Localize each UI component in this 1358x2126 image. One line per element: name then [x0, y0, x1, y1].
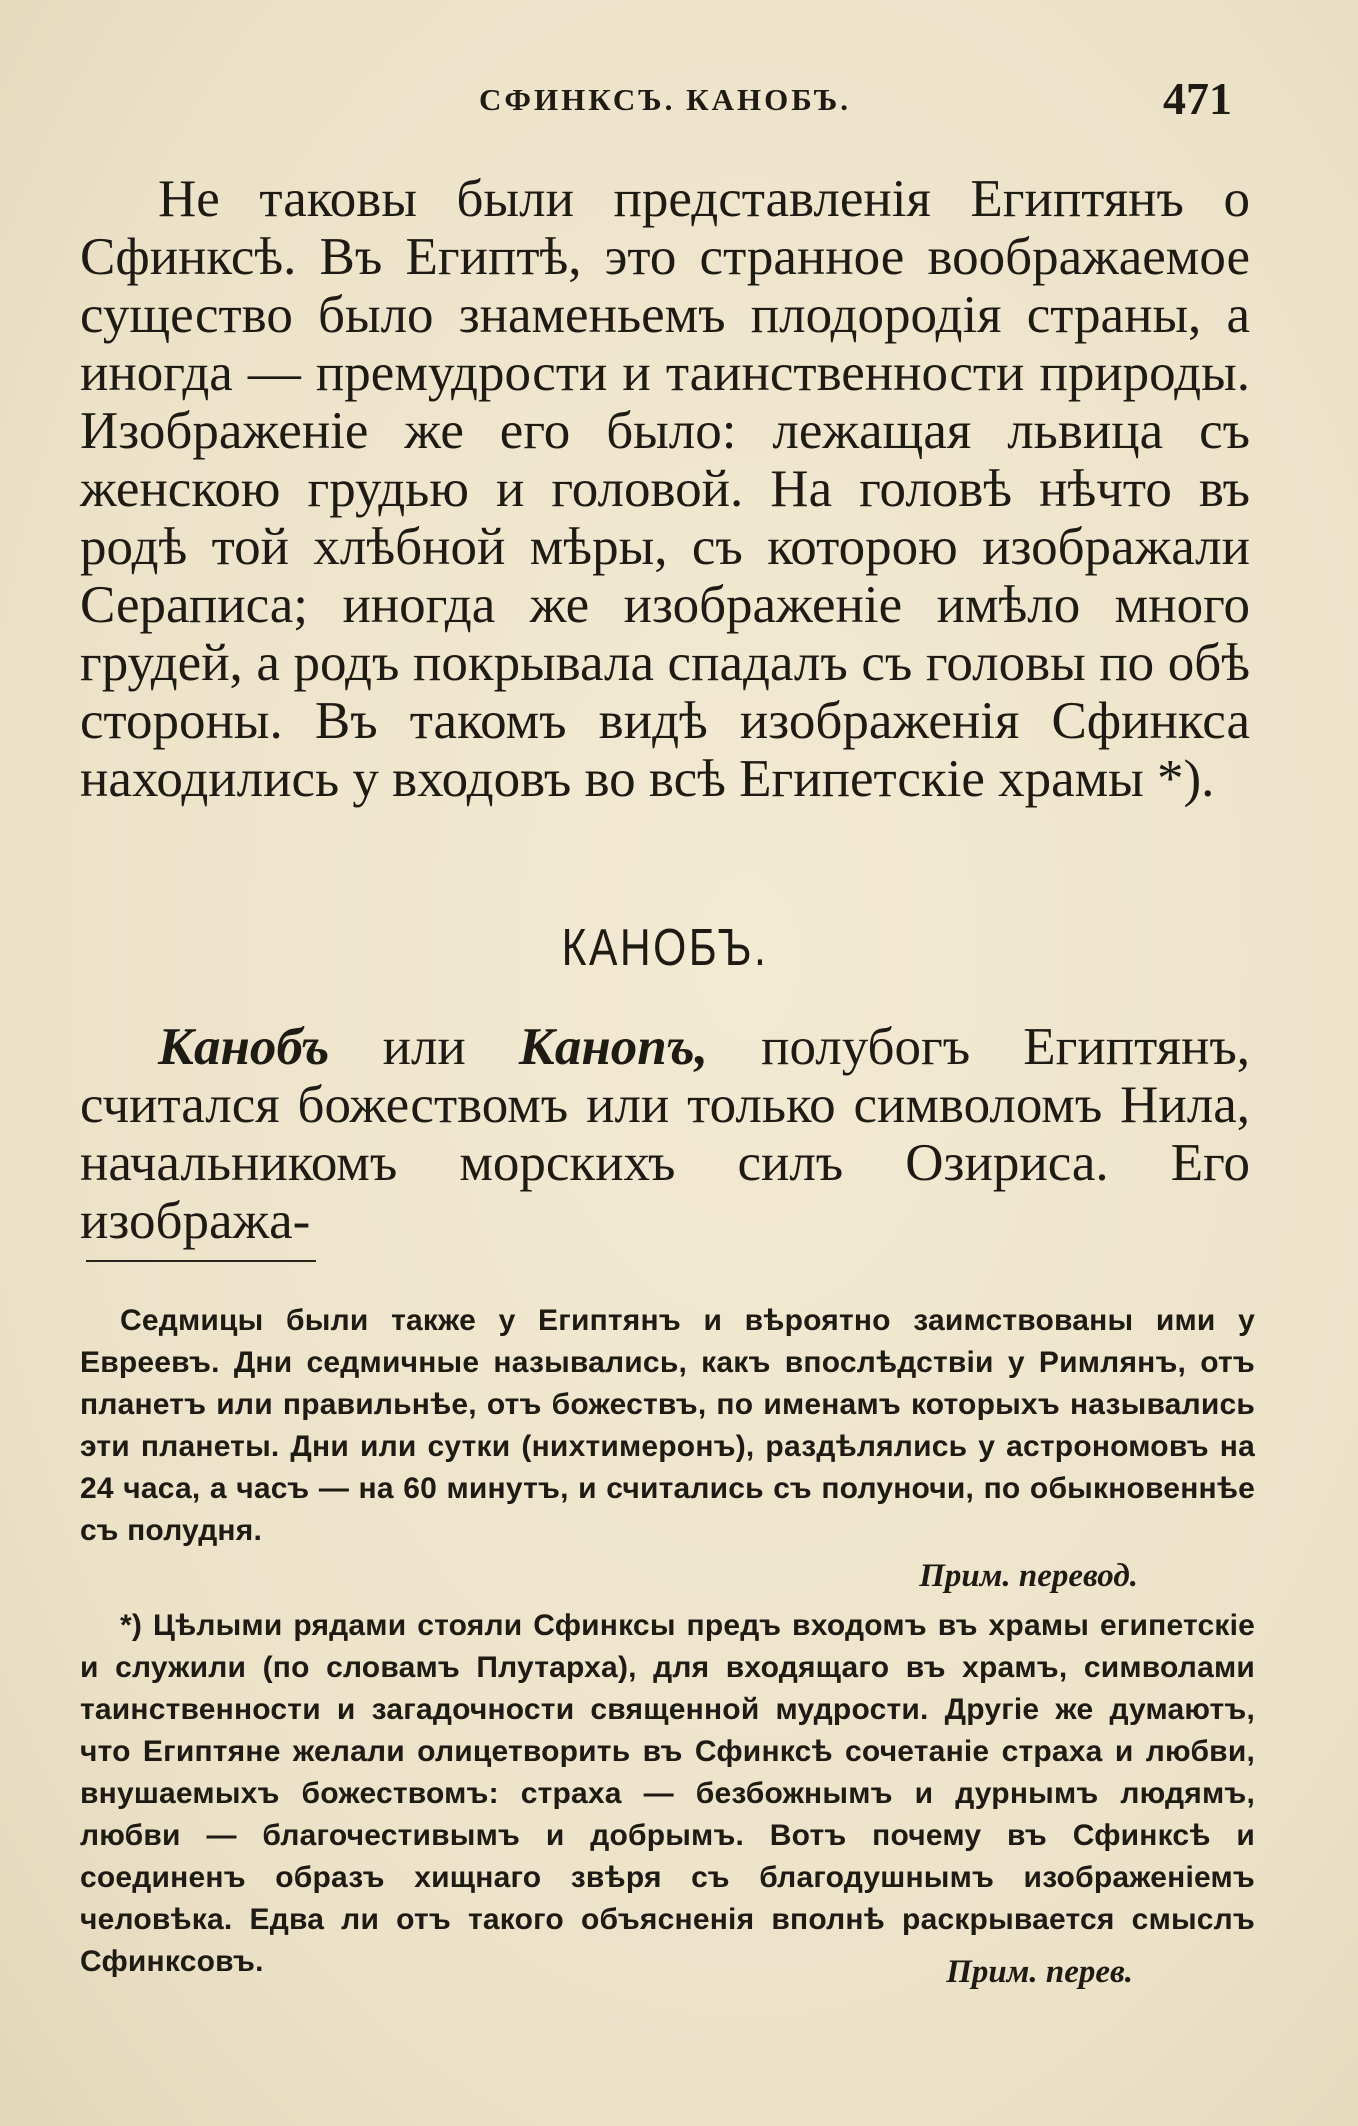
connector-text: или [329, 1018, 519, 1076]
footnote-sphinx-signature: Прим. перев. [946, 1954, 1133, 1990]
page-header [80, 72, 1250, 132]
paragraph-kanob-text: полубогъ Египтянъ, считался божествомъ или только символомъ Нила, начальникомъ морскихъ силъ Озириса. Его изобража- [80, 1018, 1250, 1250]
section-text [80, 1018, 1250, 1250]
paragraph-kanob [80, 1018, 1250, 1250]
footnote-weeks-signature: Прим. перевод. [919, 1558, 1138, 1594]
footnote-sphinx [80, 1605, 1255, 1983]
footnote-weeks [80, 1300, 1255, 1552]
term-kanob: Канобъ [158, 1018, 330, 1076]
footnote-weeks-text: Седмицы были также у Египтянъ и вѣроятно заимствованы ими у Евреевъ. Дни седмичные назывались, какъ впослѣдствіи у Римлянъ, отъ планетъ или правильнѣе, отъ божествъ, по именамъ которыхъ назывались эти планеты. Дни или сутки (нихтимеронъ), раздѣлялись у астрономовъ на 24 часа, а часъ — на 60 минутъ, и считались съ полуночи, по обыкновеннѣе съ полудня. [80, 1304, 1255, 1547]
running-title: СФИНКСЪ. КАНОБЪ. [478, 82, 852, 117]
paragraph-sphinx: Не таковы были представленія Египтянъ о Сфинксѣ. Въ Египтѣ, это странное воображаемое существо было знаменьемъ плодородія страны, а иногда — премудрости и таинственности природы. Изображеніе же его было: лежащая львица съ женскою грудью и головой. На головѣ нѣчто въ родѣ той хлѣбной мѣры, съ которою изображали Сераписа; иногда же изображеніе имѣло много грудей, а родъ покрывала спадалъ съ головы по обѣ стороны. Въ такомъ видѣ изображенія Сфинкса находились у входовъ во всѣ Египетскіе храмы *). [80, 170, 1250, 808]
page-number: 471 [1163, 73, 1232, 124]
main-text [80, 170, 1250, 808]
section-heading: КАНОБЪ. [561, 919, 769, 977]
footnote-divider [86, 1260, 316, 1262]
footnote-sphinx-text: *) Цѣлыми рядами стояли Сфинксы предъ входомъ въ храмы египетскіе и служили (по словамъ Плутарха), для входящаго въ храмъ, символами таинственности и загадочности священной мудрости. Другіе же думаютъ, что Египтяне желали олицетворить въ Сфинксѣ сочетаніе страха и любви, внушаемыхъ божествомъ: страха — безбожнымъ и дурнымъ людямъ, любви — благочестивымъ и добрымъ. Вотъ почему въ Сфинксѣ и соединенъ образъ хищнаго звѣря съ благодушнымъ изображеніемъ человѣка. Едва ли отъ такого объясненія вполнѣ раскрывается смыслъ Сфинксовъ. [80, 1609, 1255, 1978]
term-kanop: Канопъ, [518, 1018, 708, 1076]
